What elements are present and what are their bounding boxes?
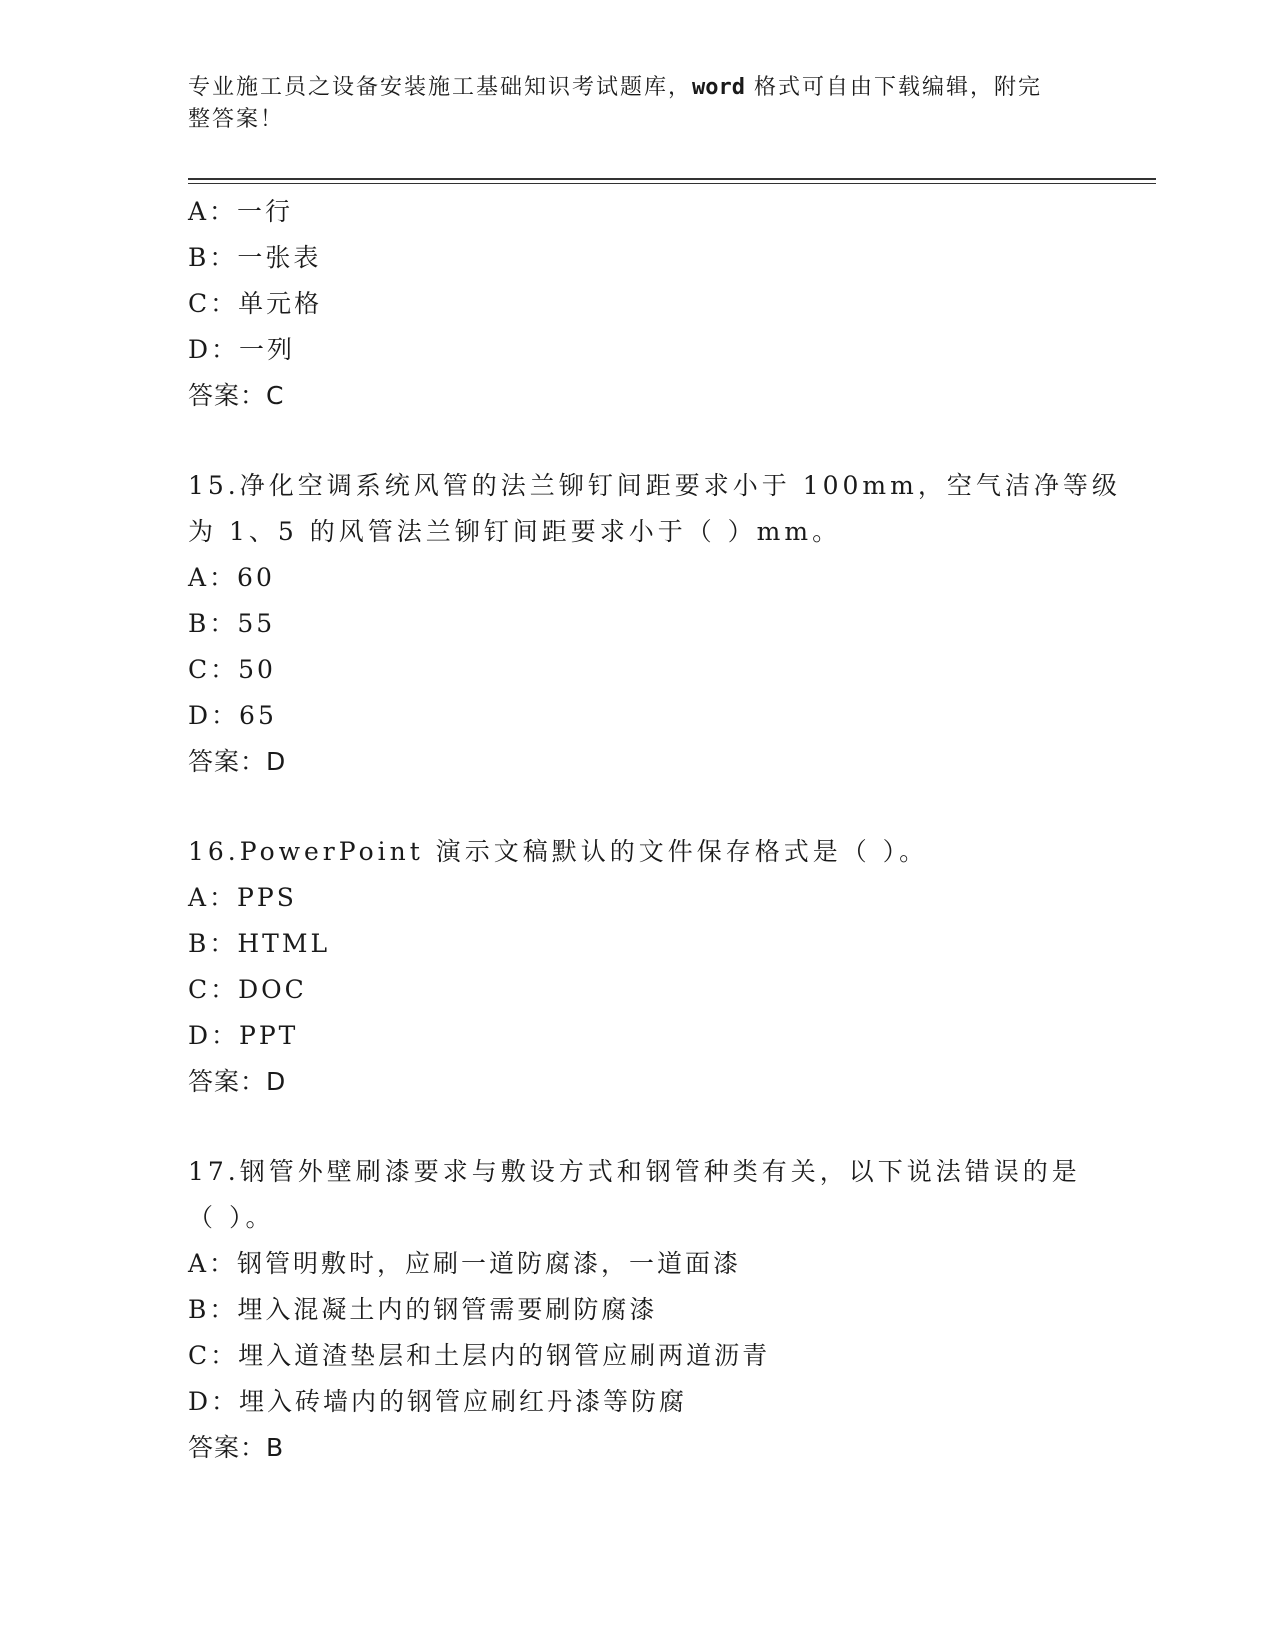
option-b: B：HTML	[188, 929, 331, 958]
answer-line: 答案：D	[188, 747, 287, 776]
option-d: D：埋入砖墙内的钢管应刷红丹漆等防腐	[188, 1387, 688, 1416]
header-line-2: 整答案！	[188, 107, 285, 132]
header-line-1: 专业施工员之设备安装施工基础知识考试题库，word 格式可自由下载编辑，附完	[188, 75, 1042, 100]
option-a: A：一行	[188, 197, 294, 226]
option-b: B：埋入混凝土内的钢管需要刷防腐漆	[188, 1295, 658, 1324]
answer-line: 答案：B	[188, 1433, 285, 1462]
option-b: B：55	[188, 609, 276, 638]
question-14-continued	[188, 189, 1088, 419]
question-text: （ ）。	[188, 1203, 275, 1232]
document-header	[188, 72, 1068, 136]
question-15	[188, 463, 1121, 785]
option-a: A：钢管明敷时，应刷一道防腐漆，一道面漆	[188, 1249, 742, 1278]
header-divider-thin	[188, 183, 1156, 184]
question-16	[188, 829, 1088, 1105]
option-d: D：一列	[188, 335, 296, 364]
answer-line: 答案：C	[188, 381, 285, 410]
header-divider	[188, 178, 1156, 180]
option-d: D：PPT	[188, 1021, 299, 1050]
option-c: C：DOC	[188, 975, 307, 1004]
question-text: 17.钢管外壁刷漆要求与敷设方式和钢管种类有关，以下说法错误的是	[188, 1157, 1081, 1186]
option-c: C：单元格	[188, 289, 323, 318]
question-text: 为 1、5 的风管法兰铆钉间距要求小于（ ）mm。	[188, 517, 842, 546]
question-17	[188, 1149, 1088, 1471]
option-a: A：60	[188, 563, 275, 592]
question-list	[188, 189, 1121, 1471]
option-c: C：埋入道渣垫层和土层内的钢管应刷两道沥青	[188, 1341, 771, 1370]
question-text: 15.净化空调系统风管的法兰铆钉间距要求小于 100mm，空气洁净等级	[188, 471, 1121, 500]
question-text: 16.PowerPoint 演示文稿默认的文件保存格式是（ ）。	[188, 837, 929, 866]
answer-line: 答案：D	[188, 1067, 287, 1096]
option-a: A：PPS	[188, 883, 297, 912]
option-c: C：50	[188, 655, 276, 684]
option-d: D：65	[188, 701, 277, 730]
option-b: B：一张表	[188, 243, 322, 272]
